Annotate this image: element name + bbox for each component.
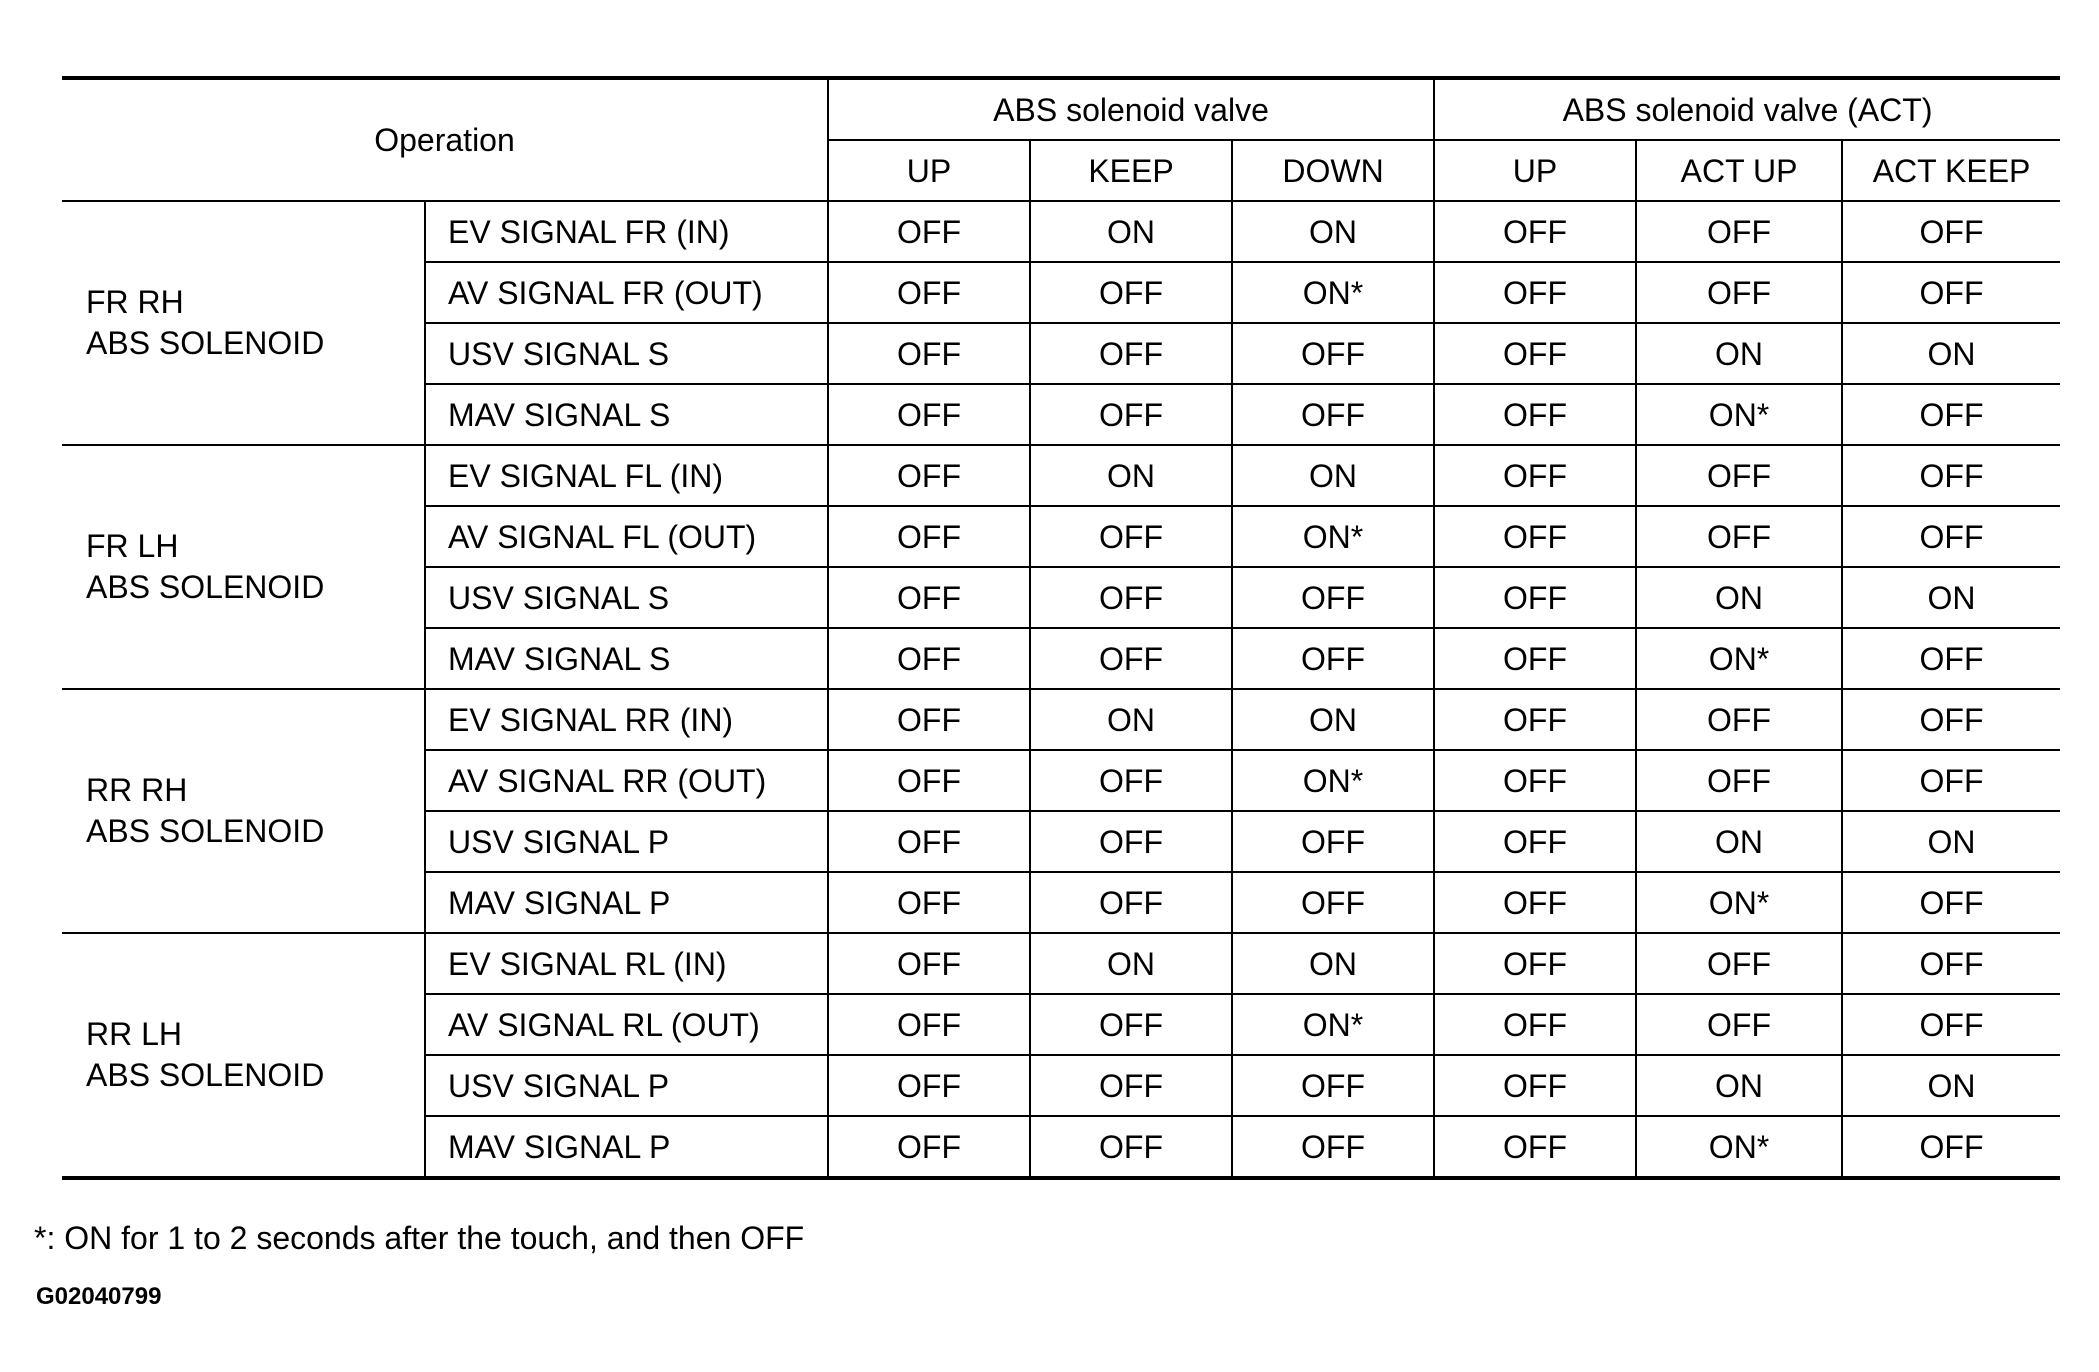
state-cell: OFF (1636, 933, 1842, 994)
state-cell: ON (1636, 811, 1842, 872)
state-cell: ON (1030, 689, 1232, 750)
state-cell: OFF (1434, 994, 1636, 1055)
state-cell: OFF (1232, 384, 1434, 445)
signal-name: USV SIGNAL P (425, 1055, 828, 1116)
state-cell: OFF (1232, 1116, 1434, 1178)
state-cell: OFF (1434, 567, 1636, 628)
state-cell: OFF (1030, 811, 1232, 872)
state-cell: OFF (828, 1055, 1030, 1116)
state-cell: OFF (1232, 567, 1434, 628)
signal-name: USV SIGNAL S (425, 567, 828, 628)
state-cell: OFF (1232, 811, 1434, 872)
signal-name: AV SIGNAL RR (OUT) (425, 750, 828, 811)
state-cell: OFF (1636, 262, 1842, 323)
figure-id: G02040799 (36, 1283, 162, 1310)
column-header: DOWN (1232, 140, 1434, 201)
table-body (62, 201, 2060, 1178)
signal-name: MAV SIGNAL P (425, 872, 828, 933)
state-cell: OFF (1636, 445, 1842, 506)
state-cell: OFF (1030, 994, 1232, 1055)
state-cell: ON (1232, 689, 1434, 750)
state-cell: OFF (1434, 506, 1636, 567)
state-cell: OFF (1842, 506, 2060, 567)
state-cell: OFF (1842, 262, 2060, 323)
column-header: KEEP (1030, 140, 1232, 201)
section-label: RR RH ABS SOLENOID (62, 689, 425, 933)
state-cell: OFF (828, 933, 1030, 994)
state-cell: ON (1030, 445, 1232, 506)
state-cell: OFF (1434, 811, 1636, 872)
state-cell: OFF (1434, 262, 1636, 323)
state-cell: OFF (1030, 1116, 1232, 1178)
header-row-groups (62, 78, 2060, 140)
state-cell: OFF (1434, 384, 1636, 445)
state-cell: OFF (1636, 201, 1842, 262)
state-cell: OFF (1030, 262, 1232, 323)
state-cell: ON* (1232, 506, 1434, 567)
state-cell: OFF (1434, 628, 1636, 689)
state-cell: OFF (1636, 506, 1842, 567)
signal-name: USV SIGNAL P (425, 811, 828, 872)
state-cell: ON (1842, 811, 2060, 872)
state-cell: OFF (1434, 750, 1636, 811)
state-cell: ON (1636, 567, 1842, 628)
table-row (62, 689, 2060, 750)
state-cell: OFF (1842, 1116, 2060, 1178)
footnote: *: ON for 1 to 2 seconds after the touch, and then OFF (34, 1220, 805, 1256)
state-cell: OFF (1434, 201, 1636, 262)
table-row (62, 445, 2060, 506)
state-cell: ON (1030, 933, 1232, 994)
state-cell: OFF (1842, 628, 2060, 689)
state-cell: OFF (828, 872, 1030, 933)
group-header-abs-solenoid-valve: ABS solenoid valve (828, 78, 1434, 140)
signal-name: EV SIGNAL FL (IN) (425, 445, 828, 506)
solenoid-operation-table (62, 76, 2060, 1180)
state-cell: OFF (1030, 750, 1232, 811)
state-cell: ON* (1636, 1116, 1842, 1178)
column-header: ACT UP (1636, 140, 1842, 201)
table-row (62, 201, 2060, 262)
state-cell: ON* (1232, 750, 1434, 811)
state-cell: ON* (1232, 262, 1434, 323)
group-header-abs-solenoid-valve-act: ABS solenoid valve (ACT) (1434, 78, 2060, 140)
state-cell: ON* (1636, 628, 1842, 689)
state-cell: OFF (828, 689, 1030, 750)
state-cell: ON (1030, 201, 1232, 262)
table-row (62, 933, 2060, 994)
state-cell: OFF (828, 994, 1030, 1055)
state-cell: OFF (828, 811, 1030, 872)
state-cell: OFF (1842, 201, 2060, 262)
state-cell: OFF (1030, 628, 1232, 689)
state-cell: OFF (1434, 323, 1636, 384)
column-header: UP (1434, 140, 1636, 201)
state-cell: OFF (828, 201, 1030, 262)
state-cell: OFF (1434, 1116, 1636, 1178)
state-cell: OFF (1636, 689, 1842, 750)
state-cell: OFF (1842, 689, 2060, 750)
state-cell: ON (1636, 323, 1842, 384)
section-label: FR LH ABS SOLENOID (62, 445, 425, 689)
state-cell: ON (1232, 201, 1434, 262)
state-cell: OFF (1232, 628, 1434, 689)
state-cell: OFF (828, 628, 1030, 689)
state-cell: OFF (1232, 323, 1434, 384)
signal-name: MAV SIGNAL P (425, 1116, 828, 1178)
signal-name: MAV SIGNAL S (425, 628, 828, 689)
state-cell: OFF (1434, 933, 1636, 994)
signal-name: MAV SIGNAL S (425, 384, 828, 445)
signal-name: AV SIGNAL FR (OUT) (425, 262, 828, 323)
state-cell: OFF (828, 1116, 1030, 1178)
state-cell: OFF (1842, 872, 2060, 933)
state-cell: OFF (1434, 872, 1636, 933)
state-cell: ON (1842, 567, 2060, 628)
state-cell: ON (1842, 323, 2060, 384)
signal-name: AV SIGNAL RL (OUT) (425, 994, 828, 1055)
state-cell: OFF (1030, 506, 1232, 567)
state-cell: OFF (1842, 933, 2060, 994)
state-cell: ON* (1636, 384, 1842, 445)
state-cell: OFF (1842, 384, 2060, 445)
state-cell: OFF (1030, 384, 1232, 445)
column-header: ACT KEEP (1842, 140, 2060, 201)
state-cell: OFF (828, 567, 1030, 628)
signal-name: EV SIGNAL RL (IN) (425, 933, 828, 994)
signal-name: USV SIGNAL S (425, 323, 828, 384)
state-cell: OFF (1030, 323, 1232, 384)
state-cell: OFF (828, 323, 1030, 384)
operation-header: Operation (62, 78, 828, 201)
state-cell: OFF (1842, 445, 2060, 506)
state-cell: OFF (1434, 1055, 1636, 1116)
column-header: UP (828, 140, 1030, 201)
state-cell: OFF (828, 750, 1030, 811)
section-label: RR LH ABS SOLENOID (62, 933, 425, 1178)
state-cell: OFF (1434, 445, 1636, 506)
state-cell: OFF (1030, 872, 1232, 933)
state-cell: OFF (828, 262, 1030, 323)
state-cell: OFF (1232, 1055, 1434, 1116)
state-cell: OFF (828, 445, 1030, 506)
state-cell: OFF (1636, 994, 1842, 1055)
state-cell: ON (1232, 445, 1434, 506)
state-cell: OFF (1030, 567, 1232, 628)
state-cell: OFF (1842, 750, 2060, 811)
state-cell: ON (1232, 933, 1434, 994)
state-cell: OFF (1434, 689, 1636, 750)
signal-name: EV SIGNAL FR (IN) (425, 201, 828, 262)
section-label: FR RH ABS SOLENOID (62, 201, 425, 445)
state-cell: OFF (828, 384, 1030, 445)
signal-name: EV SIGNAL RR (IN) (425, 689, 828, 750)
signal-name: AV SIGNAL FL (OUT) (425, 506, 828, 567)
state-cell: OFF (1842, 994, 2060, 1055)
state-cell: ON* (1636, 872, 1842, 933)
state-cell: OFF (1636, 750, 1842, 811)
state-cell: OFF (1030, 1055, 1232, 1116)
state-cell: ON* (1232, 994, 1434, 1055)
state-cell: OFF (828, 506, 1030, 567)
state-cell: ON (1842, 1055, 2060, 1116)
state-cell: OFF (1232, 872, 1434, 933)
state-cell: ON (1636, 1055, 1842, 1116)
